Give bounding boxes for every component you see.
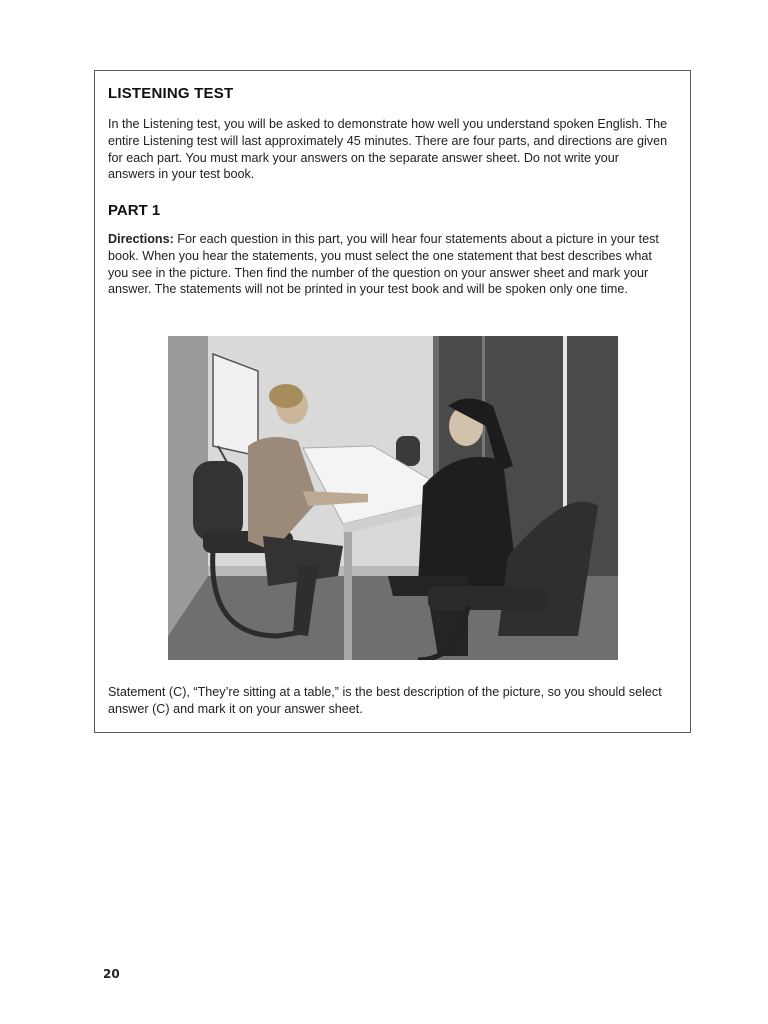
example-statement: Statement (C), “They’re sitting at a table,” is the best description of the picture, so you should select answer (C) and mark it on your answer sheet. xyxy=(108,685,662,716)
intro-paragraph: In the Listening test, you will be asked to demonstrate how well you understand spoken English. The entire Listening test will last approximately 45 minutes. There are four parts, and directions are given for each part. You must mark your answers on the separate answer sheet. Do not write your answers in your test book. xyxy=(108,117,668,182)
directions-paragraph xyxy=(108,231,668,298)
directions-label: Directions: xyxy=(108,232,174,246)
page-number: 20 xyxy=(103,967,120,981)
part-heading: PART 1 xyxy=(108,202,161,219)
example-photo xyxy=(168,336,618,660)
directions-text: For each question in this part, you will hear four statements about a picture in your test book. When you hear the statements, you must select the one statement that best describes what you see in the picture. Then find the number of the question on your answer sheet and mark your answer. The statements will not be printed in your test book and will be spoken only one time. xyxy=(108,232,659,297)
section-title: LISTENING TEST xyxy=(108,85,234,102)
